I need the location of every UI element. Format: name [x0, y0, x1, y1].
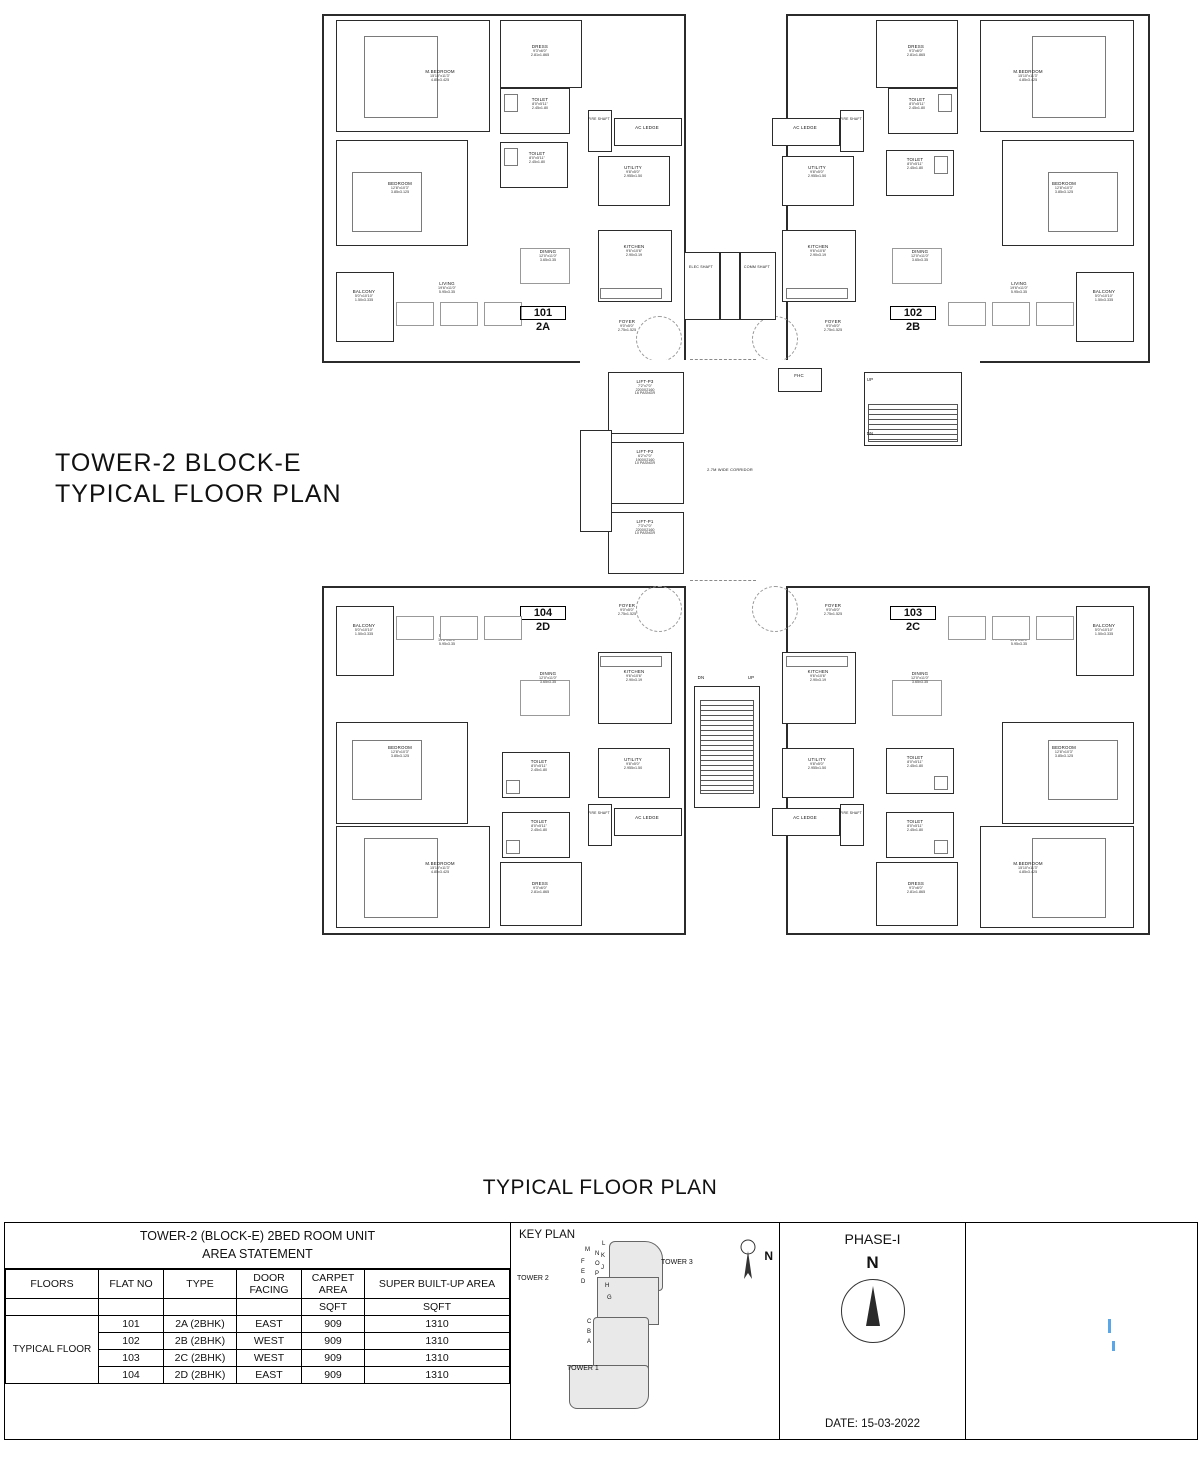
row3-carpet: 909: [302, 1367, 365, 1384]
sofa-furniture: [1036, 302, 1074, 326]
title-block: [4, 1222, 1198, 1440]
room-label-ac-ledge-102: AC LEDGE: [793, 125, 817, 130]
room-label-dress-103: DRESS 9'3"x6'0" 2.81x1.865: [906, 881, 926, 894]
room-label-m-bedroom-102: M.BEDROOM 15'10"x11'3" 4.85x3.425: [1013, 69, 1043, 82]
unit-blank-4: [237, 1299, 302, 1316]
room-label-balcony-101: BALCONY 5'0"x10'10" 1.50x3.335: [352, 289, 376, 302]
row0-carpet: 909: [302, 1316, 365, 1333]
wc-fixture: [938, 94, 952, 112]
room-label-dining-101: DINING 12'0"x11'0" 3.65x3.35: [539, 249, 557, 262]
door-swing-arc: [752, 316, 798, 362]
room-label-utility-104: UTILITY 9'8"x5'0" 2.955x1.50: [623, 757, 643, 770]
key-plan-label-L: L: [602, 1241, 606, 1247]
key-plan-label-B: B: [587, 1329, 592, 1335]
grid-dash-line: [690, 359, 756, 360]
label-dn-upper: DN: [866, 431, 874, 436]
sofa-furniture: [948, 302, 986, 326]
unit-number-102: 102 2B: [890, 306, 936, 333]
room-label-balcony-103: BALCONY 5'0"x10'10" 1.50x3.335: [1092, 623, 1116, 636]
fhc-box: [778, 368, 822, 392]
room-label-utility-102: UTILITY 9'8"x5'0" 2.955x1.50: [807, 165, 827, 178]
area-statement-title-1: TOWER-2 (BLOCK-E) 2BED ROOM UNIT: [139, 1229, 376, 1243]
room-label-kitchen-101: KITCHEN 9'6"x10'6" 2.90x3.19: [623, 244, 645, 257]
counter-furniture: [600, 288, 662, 299]
drawing-title-line2: TYPICAL FLOOR PLAN: [55, 480, 342, 509]
unit-sbua: SQFT: [365, 1299, 510, 1316]
room-label-living-102: LIVING 19'6"x11'0" 5.95x3.35: [1010, 281, 1028, 294]
label-corridor: 2.7M WIDE CORRIDOR: [707, 467, 753, 472]
room-label-toilet-a-101: TOILET 8'0"x5'11" 2.45x1.80: [531, 97, 549, 110]
room-label-dining-104: DINING 12'0"x11'0" 3.65x3.35: [539, 671, 557, 684]
sofa-furniture: [484, 302, 522, 326]
row2-sbua: 1310: [365, 1350, 510, 1367]
room-label-ac-ledge-104: AC LEDGE: [635, 815, 659, 820]
sofa-furniture: [1036, 616, 1074, 640]
lift-lobby-wall: [580, 430, 612, 532]
room-utility-104: [598, 748, 670, 798]
dining-table-furniture: [520, 680, 570, 716]
phase-title: PHASE-I: [844, 1231, 901, 1247]
wc-fixture: [506, 840, 520, 854]
blank-panel: [966, 1223, 1197, 1439]
compass-north-label: N: [866, 1253, 879, 1272]
key-plan-panel: [511, 1223, 780, 1439]
room-label-foyer-103: FOYER 9'0"x5'0" 2.75x1.525: [823, 603, 843, 616]
key-plan-label-C: C: [587, 1319, 592, 1325]
room-label-dining-103: DINING 12'0"x11'0" 3.65x3.35: [911, 671, 929, 684]
key-plan-label-M: M: [585, 1247, 590, 1253]
room-label-living-103: 5.95x3.35: [1010, 641, 1028, 646]
room-label-toilet-b-103: TOILET 8'0"x5'11" 2.45x1.80: [906, 819, 924, 832]
floor-label: TYPICAL FLOOR: [6, 1316, 99, 1384]
row3-facing: EAST: [237, 1367, 302, 1384]
room-label-bedroom-102: BEDROOM 12'8"x10'3" 3.85x3.125: [1051, 181, 1077, 194]
row1-sbua: 1310: [365, 1333, 510, 1350]
unit-blank-2: [99, 1299, 164, 1316]
key-plan-label-O: O: [595, 1261, 600, 1267]
sofa-furniture: [992, 616, 1030, 640]
door-swing-arc: [752, 586, 798, 632]
row3-type: 2D (2BHK): [164, 1367, 237, 1384]
room-label-dress-104: DRESS 9'3"x6'0" 2.81x1.865: [530, 881, 550, 894]
room-label-fire-shaft-104: FIRE SHAFT: [588, 811, 610, 815]
row1-carpet: 909: [302, 1333, 365, 1350]
key-plan-label-E: E: [581, 1269, 586, 1275]
room-label-toilet-b-104: TOILET 8'0"x5'11" 2.45x1.80: [530, 819, 548, 832]
room-label-bedroom-104: BEDROOM 12'8"x10'3" 3.85x3.125: [387, 745, 413, 758]
sofa-furniture: [484, 616, 522, 640]
key-plan-label-N: N: [595, 1251, 600, 1257]
room-label-kitchen-102: KITCHEN 9'6"x10'6" 2.90x3.19: [807, 244, 829, 257]
row0-flat-no: 101: [99, 1316, 164, 1333]
key-plan-label-H: H: [605, 1283, 610, 1289]
label-dn-lower: DN: [697, 675, 705, 680]
room-label-ac-ledge-101: AC LEDGE: [635, 125, 659, 130]
room-label-ac-ledge-103: AC LEDGE: [793, 815, 817, 820]
blue-mark: [1108, 1319, 1111, 1333]
room-label-m-bedroom-101: M.BEDROOM 15'10"x11'3" 4.85x3.425: [425, 69, 455, 82]
room-balcony-102: [1076, 272, 1134, 342]
room-label-toilet-b-102: TOILET 8'0"x5'11" 2.45x1.80: [906, 157, 924, 170]
col-super-builtup-area: SUPER BUILT-UP AREA: [365, 1270, 510, 1299]
row2-facing: WEST: [237, 1350, 302, 1367]
unit-blank-3: [164, 1299, 237, 1316]
room-label-foyer-101: FOYER 9'0"x5'0" 2.75x1.525: [617, 319, 637, 332]
room-label-toilet-a-104: TOILET 8'0"x5'11" 2.45x1.80: [530, 759, 548, 772]
room-label-bedroom-101: BEDROOM 12'8"x10'3" 3.85x3.125: [387, 181, 413, 194]
blue-mark: [1112, 1341, 1115, 1351]
room-label-toilet-a-102: TOILET 8'0"x5'11" 2.45x1.80: [908, 97, 926, 110]
room-ac-ledge-104: [614, 808, 682, 836]
room-ac-ledge-102: [772, 118, 840, 146]
key-plan-label-F: F: [581, 1259, 585, 1265]
key-plan-label-G: G: [607, 1295, 612, 1301]
stair-treads: [700, 700, 754, 794]
sofa-furniture: [396, 302, 434, 326]
grid-dash-line: [690, 580, 756, 581]
col-flat-no: FLAT NO: [99, 1270, 164, 1299]
plan-caption: TYPICAL FLOOR PLAN: [482, 1176, 718, 1199]
room-label-m-bedroom-104: M.BEDROOM 15'10"x11'3" 4.85x3.425: [425, 861, 455, 874]
key-plan-label-J: J: [601, 1265, 604, 1271]
room-label-fire-shaft-102: FIRE SHAFT: [840, 117, 862, 121]
key-plan-label-P: P: [595, 1271, 600, 1277]
counter-furniture: [786, 656, 848, 667]
wc-fixture: [934, 156, 948, 174]
key-plan-tower-3: TOWER 3: [661, 1259, 693, 1266]
row3-flat-no: 104: [99, 1367, 164, 1384]
key-plan-title: KEY PLAN: [519, 1229, 576, 1241]
drawing-date: DATE: 15-03-2022: [824, 1418, 921, 1430]
counter-furniture: [786, 288, 848, 299]
table-row: [6, 1316, 510, 1333]
room-label-foyer-102: FOYER 9'0"x5'0" 2.75x1.525: [823, 319, 843, 332]
room-label-foyer-104: FOYER 9'0"x5'0" 2.75x1.525: [617, 603, 637, 616]
table-unit-row: [6, 1299, 510, 1316]
row0-type: 2A (2BHK): [164, 1316, 237, 1333]
room-label-balcony-104: BALCONY 5'0"x10'10" 1.50x3.335: [352, 623, 376, 636]
comm-shaft: [740, 252, 776, 320]
room-label-toilet-a-103: TOILET 8'0"x5'11" 2.45x1.80: [906, 755, 924, 768]
wc-fixture: [934, 776, 948, 790]
room-label-dining-102: DINING 12'0"x11'0" 3.65x3.35: [911, 249, 929, 262]
dining-table-furniture: [892, 680, 942, 716]
door-swing-arc: [636, 316, 682, 362]
sofa-furniture: [992, 302, 1030, 326]
shaft-middle: [720, 252, 740, 320]
sofa-furniture: [440, 302, 478, 326]
row0-facing: EAST: [237, 1316, 302, 1333]
area-statement-title-2: AREA STATEMENT: [5, 1245, 510, 1269]
drawing-title-line1: TOWER-2 BLOCK-E: [55, 449, 302, 477]
area-statement-panel: [5, 1223, 511, 1439]
area-statement-table: [5, 1269, 510, 1384]
label-lift-p1: LIFT-P1 7'3"x7'0" 2200X2160 10 PASNGR: [634, 519, 656, 536]
room-label-utility-101: UTILITY 9'8"x5'0" 2.955x1.50: [623, 165, 643, 178]
bed-furniture: [1032, 838, 1106, 918]
bed-furniture: [364, 838, 438, 918]
wc-fixture: [506, 780, 520, 794]
key-plan-north-label: N: [764, 1249, 773, 1263]
key-plan-tower-2: TOWER 2: [517, 1275, 549, 1282]
label-lift-p2: LIFT-P2 6'2"x7'0" 1900X2160 10 PASNGR: [634, 449, 656, 466]
row1-flat-no: 102: [99, 1333, 164, 1350]
sofa-furniture: [948, 616, 986, 640]
room-label-balcony-102: BALCONY 5'0"x10'10" 1.50x3.335: [1092, 289, 1116, 302]
unit-number-101: 101 2A: [520, 306, 566, 333]
label-lift-p3: LIFT-P3 7'2"x7'0" 2200X2160 16 PASNGR: [634, 379, 656, 396]
room-balcony-104: [336, 606, 394, 676]
wc-fixture: [504, 148, 518, 166]
col-carpet-area: CARPET AREA: [302, 1270, 365, 1299]
label-comm-shaft: COMM SHAFT: [743, 265, 771, 269]
room-label-kitchen-104: KITCHEN 9'6"x10'6" 2.90x3.19: [623, 669, 645, 682]
room-utility-102: [782, 156, 854, 206]
north-arrow-icon: [735, 1237, 761, 1281]
compass-icon: [841, 1279, 905, 1343]
room-label-living-101: LIVING 19'6"x11'0" 5.95x3.35: [438, 281, 456, 294]
label-up-lower: UP: [747, 675, 755, 680]
row1-type: 2B (2BHK): [164, 1333, 237, 1350]
key-plan-label-D: D: [581, 1279, 586, 1285]
room-label-m-bedroom-103: M.BEDROOM 15'10"x11'3" 4.85x3.425: [1013, 861, 1043, 874]
room-balcony-101: [336, 272, 394, 342]
room-utility-103: [782, 748, 854, 798]
room-label-fire-shaft-103: FIRE SHAFT: [840, 811, 862, 815]
wc-fixture: [504, 94, 518, 112]
elec-shaft: [684, 252, 720, 320]
row2-type: 2C (2BHK): [164, 1350, 237, 1367]
room-label-dress-102: DRESS 9'3"x6'0" 2.81x1.865: [906, 44, 926, 57]
unit-carpet: SQFT: [302, 1299, 365, 1316]
row0-sbua: 1310: [365, 1316, 510, 1333]
room-utility-101: [598, 156, 670, 206]
room-label-fire-shaft-101: FIRE SHAFT: [588, 117, 610, 121]
door-swing-arc: [636, 586, 682, 632]
col-type: TYPE: [164, 1270, 237, 1299]
unit-number-104: 104 2D: [520, 606, 566, 633]
unit-number-103: 103 2C: [890, 606, 936, 633]
key-plan-label-A: A: [587, 1339, 592, 1345]
counter-furniture: [600, 656, 662, 667]
label-fhc: FHC: [794, 373, 804, 378]
row2-carpet: 909: [302, 1350, 365, 1367]
key-plan-label-K: K: [601, 1253, 606, 1259]
room-label-living-104: 5.95x3.35: [438, 641, 456, 646]
label-elec-shaft: ELEC SHAFT: [688, 265, 714, 269]
sofa-furniture: [440, 616, 478, 640]
col-floors: FLOORS: [6, 1270, 99, 1299]
key-plan-map: [517, 1237, 732, 1422]
row1-facing: WEST: [237, 1333, 302, 1350]
row3-sbua: 1310: [365, 1367, 510, 1384]
room-ac-ledge-103: [772, 808, 840, 836]
table-header-row: [6, 1270, 510, 1299]
room-label-dress-101: DRESS 9'3"x6'0" 2.81x1.865: [530, 44, 550, 57]
phase-panel: [780, 1223, 966, 1439]
drawing-title: [55, 448, 342, 511]
sofa-furniture: [396, 616, 434, 640]
row2-flat-no: 103: [99, 1350, 164, 1367]
unit-blank-1: [6, 1299, 99, 1316]
room-label-kitchen-103: KITCHEN 9'6"x10'6" 2.90x3.19: [807, 669, 829, 682]
room-label-toilet-b-101: TOILET 8'0"x5'11" 2.45x1.80: [528, 151, 546, 164]
wc-fixture: [934, 840, 948, 854]
room-balcony-103: [1076, 606, 1134, 676]
key-plan-tower-1: TOWER 1: [567, 1365, 599, 1372]
room-ac-ledge-101: [614, 118, 682, 146]
room-label-utility-103: UTILITY 9'8"x5'0" 2.955x1.50: [807, 757, 827, 770]
room-label-bedroom-103: BEDROOM 12'8"x10'3" 3.85x3.125: [1051, 745, 1077, 758]
label-up-upper: UP: [866, 377, 874, 382]
col-door-facing: DOOR FACING: [237, 1270, 302, 1299]
